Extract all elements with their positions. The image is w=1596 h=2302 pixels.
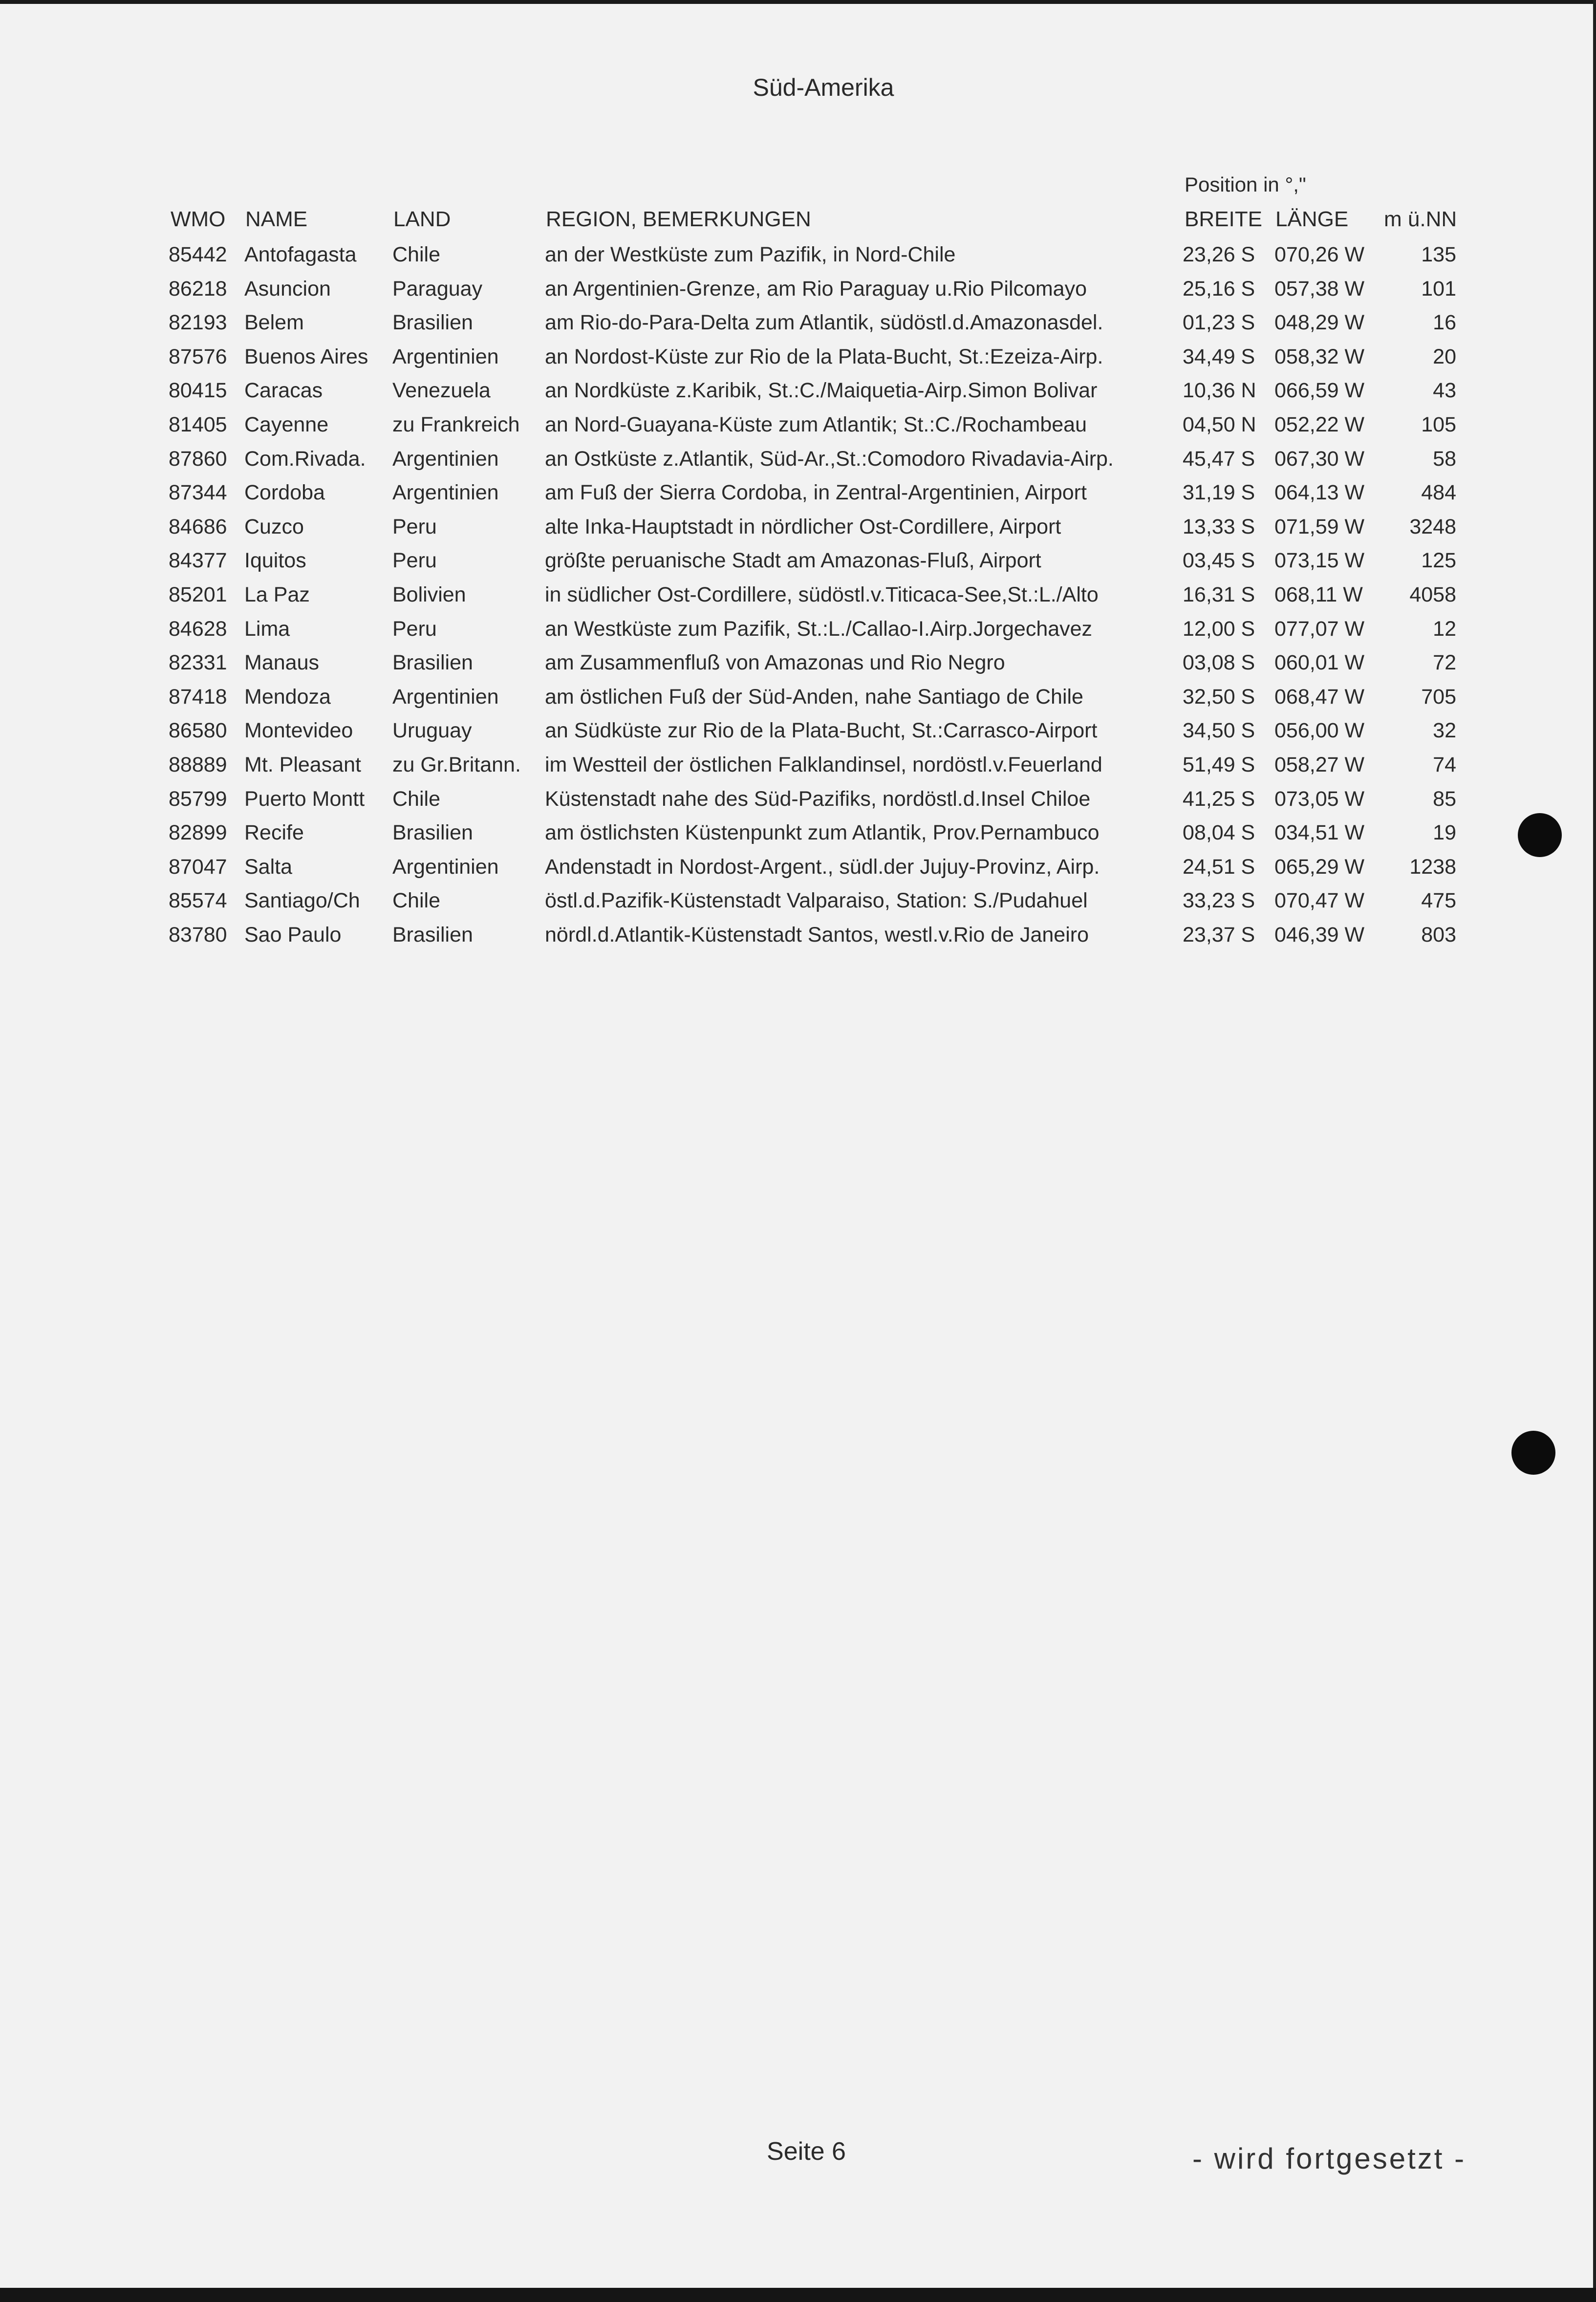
cell-laenge: 058,27 W bbox=[1274, 753, 1365, 776]
cell-hoehe: 16 bbox=[1433, 311, 1456, 334]
cell-hoehe: 3248 bbox=[1409, 515, 1456, 538]
cell-laenge: 073,15 W bbox=[1274, 549, 1365, 572]
col-header-hoehe: m ü.NN bbox=[1384, 207, 1457, 231]
col-header-name: NAME bbox=[245, 207, 308, 231]
cell-laenge: 057,38 W bbox=[1274, 277, 1365, 301]
table-row bbox=[0, 277, 1596, 309]
cell-hoehe: 4058 bbox=[1409, 583, 1456, 606]
cell-land: zu Gr.Britann. bbox=[392, 753, 521, 776]
continued-note: - wird fortgesetzt - bbox=[1192, 2142, 1467, 2175]
cell-hoehe: 12 bbox=[1433, 617, 1456, 641]
cell-laenge: 070,47 W bbox=[1274, 889, 1365, 912]
cell-region: Küstenstadt nahe des Süd-Pazifiks, nordöstl.d.Insel Chiloe bbox=[545, 787, 1091, 811]
cell-region: an Westküste zum Pazifik, St.:L./Callao-I.Airp.Jorgechavez bbox=[545, 617, 1093, 641]
table-row bbox=[0, 345, 1596, 377]
cell-laenge: 067,30 W bbox=[1274, 447, 1365, 471]
cell-land: Chile bbox=[392, 787, 440, 811]
cell-breite: 25,16 S bbox=[1183, 277, 1255, 301]
cell-region: am Rio-do-Para-Delta zum Atlantik, südöstl.d.Amazonasdel. bbox=[545, 311, 1103, 334]
cell-laenge: 046,39 W bbox=[1274, 923, 1365, 947]
cell-region: am östlichen Fuß der Süd-Anden, nahe Santiago de Chile bbox=[545, 685, 1083, 709]
cell-laenge: 073,05 W bbox=[1274, 787, 1365, 811]
cell-land: Chile bbox=[392, 889, 440, 912]
page-number: Seite 6 bbox=[767, 2137, 846, 2166]
cell-region: an Argentinien-Grenze, am Rio Paraguay u.Rio Pilcomayo bbox=[545, 277, 1087, 301]
cell-name: Iquitos bbox=[244, 549, 306, 572]
table-row bbox=[0, 617, 1596, 649]
page-title: Süd-Amerika bbox=[753, 74, 894, 101]
cell-hoehe: 101 bbox=[1421, 277, 1456, 301]
cell-region: an Südküste zur Rio de la Plata-Bucht, St.:Carrasco-Airport bbox=[545, 719, 1098, 742]
cell-wmo: 86218 bbox=[169, 277, 227, 301]
cell-wmo: 81405 bbox=[169, 413, 227, 436]
cell-breite: 01,23 S bbox=[1183, 311, 1255, 334]
cell-laenge: 071,59 W bbox=[1274, 515, 1365, 538]
cell-region: im Westteil der östlichen Falklandinsel, nordöstl.v.Feuerland bbox=[545, 753, 1102, 776]
cell-region: alte Inka-Hauptstadt in nördlicher Ost-Cordillere, Airport bbox=[545, 515, 1061, 538]
cell-breite: 08,04 S bbox=[1183, 821, 1255, 844]
cell-wmo: 85574 bbox=[169, 889, 227, 912]
cell-laenge: 066,59 W bbox=[1274, 379, 1365, 402]
cell-breite: 45,47 S bbox=[1183, 447, 1255, 471]
cell-name: Mendoza bbox=[244, 685, 331, 709]
cell-hoehe: 1238 bbox=[1409, 855, 1456, 879]
cell-land: Argentinien bbox=[392, 447, 499, 471]
cell-region: nördl.d.Atlantik-Küstenstadt Santos, westl.v.Rio de Janeiro bbox=[545, 923, 1089, 947]
cell-hoehe: 85 bbox=[1433, 787, 1456, 811]
cell-wmo: 88889 bbox=[169, 753, 227, 776]
cell-name: Manaus bbox=[244, 651, 319, 674]
cell-breite: 31,19 S bbox=[1183, 481, 1255, 504]
cell-name: Cayenne bbox=[244, 413, 329, 436]
cell-name: Montevideo bbox=[244, 719, 353, 742]
cell-laenge: 068,47 W bbox=[1274, 685, 1365, 709]
cell-breite: 23,37 S bbox=[1183, 923, 1255, 947]
cell-name: Puerto Montt bbox=[244, 787, 365, 811]
table-row bbox=[0, 821, 1596, 853]
cell-breite: 51,49 S bbox=[1183, 753, 1255, 776]
cell-name: Salta bbox=[244, 855, 293, 879]
cell-hoehe: 58 bbox=[1433, 447, 1456, 471]
cell-land: Bolivien bbox=[392, 583, 466, 606]
cell-land: Paraguay bbox=[392, 277, 483, 301]
cell-breite: 04,50 N bbox=[1183, 413, 1256, 436]
cell-laenge: 065,29 W bbox=[1274, 855, 1365, 879]
cell-land: Argentinien bbox=[392, 345, 499, 368]
table-row bbox=[0, 855, 1596, 887]
cell-wmo: 87047 bbox=[169, 855, 227, 879]
cell-land: Chile bbox=[392, 243, 440, 266]
cell-name: La Paz bbox=[244, 583, 310, 606]
cell-hoehe: 484 bbox=[1421, 481, 1456, 504]
cell-name: Cuzco bbox=[244, 515, 304, 538]
cell-breite: 12,00 S bbox=[1183, 617, 1255, 641]
cell-laenge: 034,51 W bbox=[1274, 821, 1365, 844]
cell-wmo: 87344 bbox=[169, 481, 227, 504]
cell-laenge: 048,29 W bbox=[1274, 311, 1365, 334]
table-row bbox=[0, 243, 1596, 275]
cell-hoehe: 105 bbox=[1421, 413, 1456, 436]
cell-name: Asuncion bbox=[244, 277, 331, 301]
cell-region: am Fuß der Sierra Cordoba, in Zentral-Argentinien, Airport bbox=[545, 481, 1087, 504]
cell-hoehe: 705 bbox=[1421, 685, 1456, 709]
table-row bbox=[0, 311, 1596, 343]
table-row bbox=[0, 719, 1596, 751]
cell-hoehe: 32 bbox=[1433, 719, 1456, 742]
cell-name: Antofagasta bbox=[244, 243, 357, 266]
cell-wmo: 87576 bbox=[169, 345, 227, 368]
cell-region: an Nordküste z.Karibik, St.:C./Maiquetia-Airp.Simon Bolivar bbox=[545, 379, 1098, 402]
cell-region: in südlicher Ost-Cordillere, südöstl.v.Titicaca-See,St.:L./Alto bbox=[545, 583, 1099, 606]
cell-hoehe: 43 bbox=[1433, 379, 1456, 402]
table-row bbox=[0, 447, 1596, 479]
cell-hoehe: 125 bbox=[1421, 549, 1456, 572]
cell-breite: 34,50 S bbox=[1183, 719, 1255, 742]
cell-wmo: 85201 bbox=[169, 583, 227, 606]
cell-wmo: 82899 bbox=[169, 821, 227, 844]
cell-land: Peru bbox=[392, 617, 437, 641]
cell-land: zu Frankreich bbox=[392, 413, 520, 436]
cell-land: Venezuela bbox=[392, 379, 491, 402]
table-row bbox=[0, 787, 1596, 819]
cell-name: Cordoba bbox=[244, 481, 325, 504]
cell-name: Caracas bbox=[244, 379, 323, 402]
scan-border-top bbox=[0, 0, 1596, 4]
cell-name: Recife bbox=[244, 821, 304, 844]
cell-region: an Ostküste z.Atlantik, Süd-Ar.,St.:Comodoro Rivadavia-Airp. bbox=[545, 447, 1114, 471]
col-header-land: LAND bbox=[393, 207, 451, 231]
cell-hoehe: 19 bbox=[1433, 821, 1456, 844]
cell-region: am Zusammenfluß von Amazonas und Rio Negro bbox=[545, 651, 1005, 674]
table-row bbox=[0, 685, 1596, 717]
cell-wmo: 85442 bbox=[169, 243, 227, 266]
cell-wmo: 82331 bbox=[169, 651, 227, 674]
cell-hoehe: 20 bbox=[1433, 345, 1456, 368]
cell-land: Brasilien bbox=[392, 311, 473, 334]
cell-breite: 10,36 N bbox=[1183, 379, 1256, 402]
table-row bbox=[0, 753, 1596, 785]
cell-laenge: 064,13 W bbox=[1274, 481, 1365, 504]
cell-laenge: 068,11 W bbox=[1274, 583, 1363, 606]
cell-breite: 24,51 S bbox=[1183, 855, 1255, 879]
table-row bbox=[0, 651, 1596, 683]
cell-laenge: 070,26 W bbox=[1274, 243, 1365, 266]
cell-land: Uruguay bbox=[392, 719, 472, 742]
cell-hoehe: 74 bbox=[1433, 753, 1456, 776]
table-row bbox=[0, 413, 1596, 445]
table-row bbox=[0, 515, 1596, 547]
cell-wmo: 84377 bbox=[169, 549, 227, 572]
cell-land: Argentinien bbox=[392, 481, 499, 504]
cell-name: Lima bbox=[244, 617, 290, 641]
cell-breite: 41,25 S bbox=[1183, 787, 1255, 811]
cell-wmo: 86580 bbox=[169, 719, 227, 742]
punch-hole bbox=[1511, 1431, 1555, 1475]
cell-land: Brasilien bbox=[392, 651, 473, 674]
table-row bbox=[0, 481, 1596, 513]
cell-wmo: 85799 bbox=[169, 787, 227, 811]
table-row bbox=[0, 889, 1596, 921]
cell-laenge: 058,32 W bbox=[1274, 345, 1365, 368]
cell-breite: 33,23 S bbox=[1183, 889, 1255, 912]
cell-land: Argentinien bbox=[392, 855, 499, 879]
cell-wmo: 82193 bbox=[169, 311, 227, 334]
cell-land: Peru bbox=[392, 515, 437, 538]
table-row bbox=[0, 923, 1596, 955]
table-row bbox=[0, 379, 1596, 411]
cell-breite: 32,50 S bbox=[1183, 685, 1255, 709]
cell-hoehe: 803 bbox=[1421, 923, 1456, 947]
cell-wmo: 83780 bbox=[169, 923, 227, 947]
cell-hoehe: 475 bbox=[1421, 889, 1456, 912]
cell-breite: 23,26 S bbox=[1183, 243, 1255, 266]
cell-laenge: 056,00 W bbox=[1274, 719, 1365, 742]
cell-name: Com.Rivada. bbox=[244, 447, 366, 471]
cell-name: Buenos Aires bbox=[244, 345, 368, 368]
cell-breite: 03,45 S bbox=[1183, 549, 1255, 572]
scan-border-bottom bbox=[0, 2288, 1596, 2302]
cell-laenge: 077,07 W bbox=[1274, 617, 1365, 641]
cell-region: an Nordost-Küste zur Rio de la Plata-Bucht, St.:Ezeiza-Airp. bbox=[545, 345, 1103, 368]
cell-land: Brasilien bbox=[392, 821, 473, 844]
cell-region: größte peruanische Stadt am Amazonas-Fluß, Airport bbox=[545, 549, 1041, 572]
cell-breite: 34,49 S bbox=[1183, 345, 1255, 368]
cell-land: Peru bbox=[392, 549, 437, 572]
cell-region: an Nord-Guayana-Küste zum Atlantik; St.:C./Rochambeau bbox=[545, 413, 1087, 436]
col-header-laenge: LÄNGE bbox=[1275, 207, 1349, 231]
cell-region: am östlichsten Küstenpunkt zum Atlantik, Prov.Pernambuco bbox=[545, 821, 1100, 844]
cell-breite: 03,08 S bbox=[1183, 651, 1255, 674]
position-header: Position in °," bbox=[1185, 173, 1306, 196]
cell-hoehe: 135 bbox=[1421, 243, 1456, 266]
cell-wmo: 87860 bbox=[169, 447, 227, 471]
cell-hoehe: 72 bbox=[1433, 651, 1456, 674]
cell-laenge: 052,22 W bbox=[1274, 413, 1365, 436]
cell-wmo: 84686 bbox=[169, 515, 227, 538]
cell-region: an der Westküste zum Pazifik, in Nord-Chile bbox=[545, 243, 956, 266]
cell-name: Mt. Pleasant bbox=[244, 753, 361, 776]
punch-hole bbox=[1518, 813, 1562, 857]
cell-wmo: 87418 bbox=[169, 685, 227, 709]
cell-name: Belem bbox=[244, 311, 304, 334]
cell-breite: 16,31 S bbox=[1183, 583, 1255, 606]
cell-breite: 13,33 S bbox=[1183, 515, 1255, 538]
cell-laenge: 060,01 W bbox=[1274, 651, 1365, 674]
table-row bbox=[0, 549, 1596, 581]
cell-wmo: 80415 bbox=[169, 379, 227, 402]
cell-wmo: 84628 bbox=[169, 617, 227, 641]
cell-name: Santiago/Ch bbox=[244, 889, 360, 912]
col-header-region: REGION, BEMERKUNGEN bbox=[546, 207, 811, 231]
cell-name: Sao Paulo bbox=[244, 923, 342, 947]
cell-land: Brasilien bbox=[392, 923, 473, 947]
cell-region: Andenstadt in Nordost-Argent., südl.der Jujuy-Provinz, Airp. bbox=[545, 855, 1100, 879]
cell-land: Argentinien bbox=[392, 685, 499, 709]
table-row bbox=[0, 583, 1596, 615]
col-header-breite: BREITE bbox=[1185, 207, 1262, 231]
col-header-wmo: WMO bbox=[171, 207, 226, 231]
cell-region: östl.d.Pazifik-Küstenstadt Valparaiso, Station: S./Pudahuel bbox=[545, 889, 1088, 912]
